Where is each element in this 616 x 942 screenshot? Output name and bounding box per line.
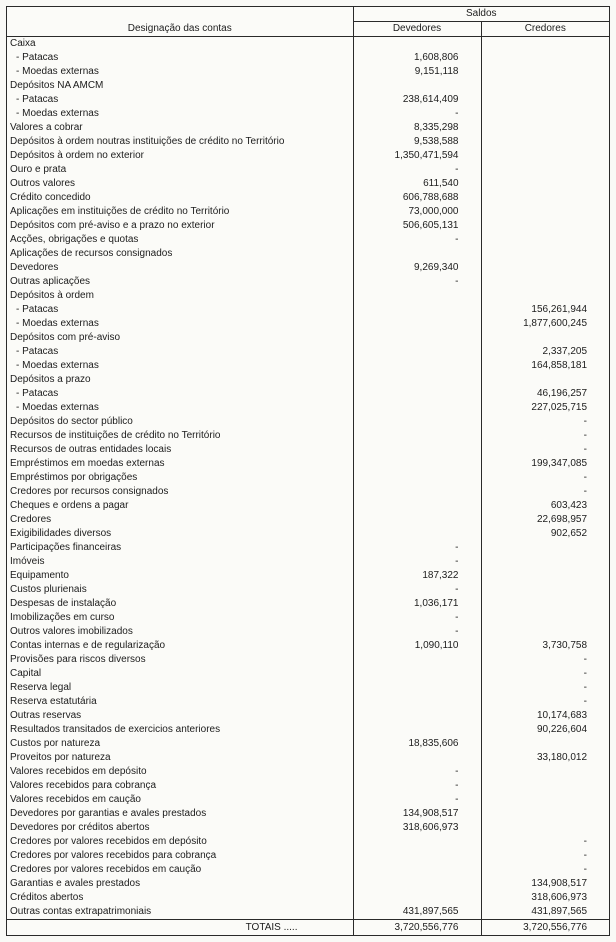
credores-value: 3,730,758 [542, 640, 588, 651]
table-row [7, 233, 609, 247]
table-row [7, 359, 609, 373]
table-row [7, 191, 609, 205]
devedores-value: 506,605,131 [353, 219, 481, 233]
table-row [7, 877, 609, 891]
credores-value: 318,606,973 [531, 892, 588, 903]
credores-value [481, 37, 609, 52]
table-row [7, 443, 609, 457]
devedores-value [353, 527, 481, 541]
table-row [7, 905, 609, 920]
account-label: Depósitos a prazo [7, 373, 353, 387]
devedores-value [353, 429, 481, 443]
devedores-value: - [353, 555, 481, 569]
account-label: Credores por recursos consignados [7, 485, 353, 499]
devedores-value [353, 443, 481, 457]
account-label: Credores por valores recebidos em caução [7, 863, 353, 877]
devedores-value: 9,269,340 [353, 261, 481, 275]
devedores-value [353, 695, 481, 709]
table-row [7, 415, 609, 429]
account-label: Devedores por créditos abertos [7, 821, 353, 835]
table-row [7, 513, 609, 527]
account-label: Depósitos com pré-aviso [7, 331, 353, 345]
credores-value [481, 569, 609, 583]
table-row [7, 275, 609, 289]
devedores-value [353, 289, 481, 303]
devedores-value: - [353, 233, 481, 247]
table-row [7, 51, 609, 65]
account-label: Depósitos à ordem noutras instituições de crédito no Território [7, 135, 353, 149]
devedores-value [353, 79, 481, 93]
table-row [7, 135, 609, 149]
table-row [7, 177, 609, 191]
table-row [7, 93, 609, 107]
table-row [7, 163, 609, 177]
table-row [7, 653, 609, 667]
credores-value [481, 191, 609, 205]
table-row [7, 205, 609, 219]
table-body [7, 37, 609, 920]
devedores-value: 9,538,588 [353, 135, 481, 149]
credores-value: 227,025,715 [531, 402, 588, 413]
devedores-value [353, 317, 481, 331]
credores-value: 134,908,517 [531, 878, 588, 889]
devedores-value [353, 877, 481, 891]
credores-value [481, 807, 609, 821]
devedores-value [353, 373, 481, 387]
table-row [7, 723, 609, 737]
credores-value [481, 373, 609, 387]
account-label: Reserva estatutária [7, 695, 353, 709]
credores-value [481, 779, 609, 793]
table-row [7, 597, 609, 611]
account-label: Créditos abertos [7, 891, 353, 905]
credores-value [481, 597, 609, 611]
table-row [7, 863, 609, 877]
account-label: - Patacas [7, 51, 353, 65]
credores-value: - [583, 864, 588, 875]
account-label: Depósitos à ordem no exterior [7, 149, 353, 163]
column-group-header-saldos: Saldos [353, 7, 609, 22]
credores-value: 10,174,683 [536, 710, 588, 721]
credores-value [481, 765, 609, 779]
column-header-credores: Credores [481, 22, 609, 37]
account-label: Outras reservas [7, 709, 353, 723]
table-row [7, 709, 609, 723]
devedores-value [353, 653, 481, 667]
table-row [7, 261, 609, 275]
credores-value: 164,858,181 [531, 360, 588, 371]
devedores-value [353, 499, 481, 513]
credores-value: 33,180,012 [536, 752, 588, 763]
devedores-value [353, 247, 481, 261]
account-label: Devedores [7, 261, 353, 275]
devedores-value [353, 387, 481, 401]
credores-value [481, 541, 609, 555]
credores-value [481, 205, 609, 219]
account-label: Reserva legal [7, 681, 353, 695]
credores-value [481, 611, 609, 625]
devedores-value [353, 345, 481, 359]
totals-credores-value: 3,720,556,776 [481, 920, 609, 936]
devedores-value: 606,788,688 [353, 191, 481, 205]
devedores-value [353, 751, 481, 765]
table-row [7, 65, 609, 79]
devedores-value [353, 709, 481, 723]
account-label: - Patacas [7, 387, 353, 401]
account-label: Valores a cobrar [7, 121, 353, 135]
totals-devedores-value: 3,720,556,776 [353, 920, 481, 936]
account-label: Caixa [7, 37, 353, 52]
credores-value [481, 261, 609, 275]
account-label: Despesas de instalação [7, 597, 353, 611]
account-label: Participações financeiras [7, 541, 353, 555]
credores-value: 2,337,205 [542, 346, 588, 357]
account-label: - Patacas [7, 93, 353, 107]
account-label: Ouro e prata [7, 163, 353, 177]
table-row [7, 583, 609, 597]
devedores-value: 73,000,000 [353, 205, 481, 219]
credores-value [481, 51, 609, 65]
devedores-value [353, 401, 481, 415]
table-row [7, 121, 609, 135]
table-row [7, 527, 609, 541]
devedores-value [353, 415, 481, 429]
devedores-value [353, 485, 481, 499]
account-label: Crédito concedido [7, 191, 353, 205]
account-label: Depósitos com pré-aviso e a prazo no exterior [7, 219, 353, 233]
table-row [7, 793, 609, 807]
account-label: Imóveis [7, 555, 353, 569]
table-row [7, 471, 609, 485]
account-label: Custos plurienais [7, 583, 353, 597]
credores-value: 22,698,957 [536, 514, 588, 525]
devedores-value: - [353, 107, 481, 121]
devedores-value [353, 681, 481, 695]
account-label: Equipamento [7, 569, 353, 583]
account-label: Provisões para riscos diversos [7, 653, 353, 667]
account-label: Depósitos à ordem [7, 289, 353, 303]
table-row [7, 219, 609, 233]
credores-value [481, 177, 609, 191]
account-label: Empréstimos por obrigações [7, 471, 353, 485]
credores-value: - [583, 668, 588, 679]
devedores-value [353, 457, 481, 471]
credores-value: 90,226,604 [536, 724, 588, 735]
account-label: Outros valores [7, 177, 353, 191]
table-row [7, 37, 609, 52]
table-row [7, 387, 609, 401]
account-label: - Patacas [7, 303, 353, 317]
table-header [7, 7, 609, 37]
account-label: Contas internas e de regularização [7, 639, 353, 653]
header-row-saldos [7, 7, 609, 22]
devedores-value [353, 849, 481, 863]
account-label: Valores recebidos para cobrança [7, 779, 353, 793]
credores-value [481, 275, 609, 289]
account-label: - Moedas externas [7, 359, 353, 373]
table-row [7, 807, 609, 821]
table-row [7, 569, 609, 583]
account-label: Imobilizações em curso [7, 611, 353, 625]
account-label: Depósitos NA AMCM [7, 79, 353, 93]
table-row [7, 681, 609, 695]
credores-value [481, 79, 609, 93]
credores-value: 46,196,257 [536, 388, 588, 399]
devedores-value: 187,322 [353, 569, 481, 583]
credores-value [481, 737, 609, 751]
account-label: - Moedas externas [7, 107, 353, 121]
table-row [7, 625, 609, 639]
devedores-value [353, 37, 481, 52]
account-label: Cheques e ordens a pagar [7, 499, 353, 513]
table-row [7, 737, 609, 751]
credores-value: - [583, 682, 588, 693]
account-label: Credores por valores recebidos para cobrança [7, 849, 353, 863]
devedores-value: 1,036,171 [353, 597, 481, 611]
totals-row [7, 920, 609, 936]
credores-value [481, 289, 609, 303]
totals-label: TOTAIS ..... [7, 920, 353, 936]
account-label: Depósitos do sector público [7, 415, 353, 429]
table-row [7, 499, 609, 513]
account-label: - Patacas [7, 345, 353, 359]
credores-value [481, 219, 609, 233]
devedores-value [353, 835, 481, 849]
account-label: Aplicações em instituições de crédito no Território [7, 205, 353, 219]
account-label: - Moedas externas [7, 317, 353, 331]
devedores-value: 318,606,973 [353, 821, 481, 835]
credores-value [481, 583, 609, 597]
table-row [7, 331, 609, 345]
table-row [7, 373, 609, 387]
account-label: Custos por natureza [7, 737, 353, 751]
account-label: Credores [7, 513, 353, 527]
table-row [7, 289, 609, 303]
credores-value: 1,877,600,245 [523, 318, 588, 329]
column-header-devedores: Devedores [353, 22, 481, 37]
credores-value [481, 625, 609, 639]
account-label: Garantias e avales prestados [7, 877, 353, 891]
account-label: Devedores por garantias e avales prestados [7, 807, 353, 821]
credores-value [481, 331, 609, 345]
table-row [7, 429, 609, 443]
devedores-value: - [353, 779, 481, 793]
credores-value: - [583, 416, 588, 427]
table-row [7, 891, 609, 905]
devedores-value [353, 513, 481, 527]
devedores-value: 9,151,118 [353, 65, 481, 79]
table-row [7, 79, 609, 93]
credores-value: - [583, 486, 588, 497]
table-row [7, 667, 609, 681]
column-header-designacao: Designação das contas [7, 7, 353, 37]
table-row [7, 345, 609, 359]
table-row [7, 835, 609, 849]
account-label: Outras contas extrapatrimoniais [7, 905, 353, 920]
devedores-value: 1,608,806 [353, 51, 481, 65]
credores-value: - [583, 430, 588, 441]
accounts-table [7, 7, 609, 936]
credores-value [481, 135, 609, 149]
devedores-value: - [353, 583, 481, 597]
devedores-value: 1,350,471,594 [353, 149, 481, 163]
devedores-value: 8,335,298 [353, 121, 481, 135]
account-label: Resultados transitados de exercicios anteriores [7, 723, 353, 737]
credores-value: 199,347,085 [531, 458, 588, 469]
credores-value: 603,423 [550, 500, 588, 511]
table-row [7, 765, 609, 779]
table-row [7, 555, 609, 569]
table-row [7, 247, 609, 261]
credores-value [481, 65, 609, 79]
account-label: Recursos de instituições de crédito no Território [7, 429, 353, 443]
credores-value [481, 821, 609, 835]
account-label: Valores recebidos em caução [7, 793, 353, 807]
devedores-value: 611,540 [353, 177, 481, 191]
account-label: Aplicações de recursos consignados [7, 247, 353, 261]
credores-value: 431,897,565 [531, 906, 588, 917]
table-row [7, 779, 609, 793]
devedores-value: - [353, 611, 481, 625]
table-row [7, 107, 609, 121]
devedores-value: - [353, 275, 481, 289]
devedores-value: 134,908,517 [353, 807, 481, 821]
credores-value: - [583, 836, 588, 847]
table-footer [7, 920, 609, 936]
credores-value: 156,261,944 [531, 304, 588, 315]
devedores-value: 238,614,409 [353, 93, 481, 107]
credores-value [481, 121, 609, 135]
devedores-value: 1,090,110 [353, 639, 481, 653]
devedores-value: - [353, 793, 481, 807]
account-label: Outros valores imobilizados [7, 625, 353, 639]
devedores-value [353, 471, 481, 485]
table-row [7, 849, 609, 863]
credores-value: - [583, 654, 588, 665]
table-row [7, 485, 609, 499]
devedores-value: - [353, 765, 481, 779]
devedores-value [353, 667, 481, 681]
account-label: Capital [7, 667, 353, 681]
devedores-value: - [353, 625, 481, 639]
credores-value [481, 163, 609, 177]
account-label: Exigibilidades diversos [7, 527, 353, 541]
account-label: - Moedas externas [7, 65, 353, 79]
credores-value: - [583, 444, 588, 455]
devedores-value [353, 331, 481, 345]
account-label: Proveitos por natureza [7, 751, 353, 765]
table-row [7, 457, 609, 471]
account-label: Recursos de outras entidades locais [7, 443, 353, 457]
credores-value [481, 149, 609, 163]
credores-value: - [583, 850, 588, 861]
devedores-value: - [353, 163, 481, 177]
account-label: - Moedas externas [7, 401, 353, 415]
credores-value: - [583, 472, 588, 483]
devedores-value: - [353, 541, 481, 555]
table-frame [6, 6, 610, 936]
devedores-value [353, 359, 481, 373]
devedores-value [353, 891, 481, 905]
table-row [7, 639, 609, 653]
account-label: Credores por valores recebidos em depósito [7, 835, 353, 849]
table-row [7, 317, 609, 331]
credores-value [481, 93, 609, 107]
account-label: Outras aplicações [7, 275, 353, 289]
devedores-value: 431,897,565 [353, 905, 481, 920]
credores-value [481, 793, 609, 807]
table-row [7, 611, 609, 625]
credores-value: - [583, 696, 588, 707]
account-label: Valores recebidos em depósito [7, 765, 353, 779]
credores-value [481, 107, 609, 121]
credores-value [481, 233, 609, 247]
table-row [7, 401, 609, 415]
account-label: Empréstimos em moedas externas [7, 457, 353, 471]
credores-value: 902,652 [550, 528, 588, 539]
account-label: Acções, obrigações e quotas [7, 233, 353, 247]
devedores-value [353, 863, 481, 877]
table-row [7, 695, 609, 709]
devedores-value: 18,835,606 [353, 737, 481, 751]
credores-value [481, 555, 609, 569]
table-row [7, 751, 609, 765]
table-row [7, 821, 609, 835]
table-row [7, 303, 609, 317]
credores-value [481, 247, 609, 261]
devedores-value [353, 723, 481, 737]
devedores-value [353, 303, 481, 317]
table-row [7, 149, 609, 163]
table-row [7, 541, 609, 555]
